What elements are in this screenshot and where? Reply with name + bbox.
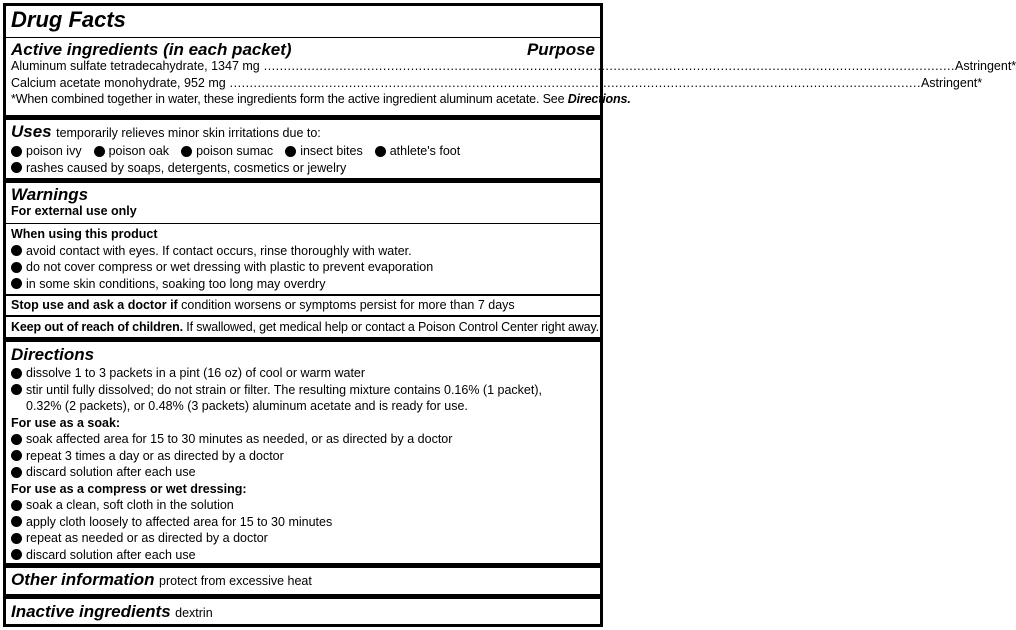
ingredient-purpose: Astringent* <box>920 75 983 90</box>
drug-facts-title: Drug Facts <box>11 7 126 32</box>
ingredient-purpose: Astringent* <box>955 59 1016 73</box>
list-item <box>11 448 595 465</box>
list-item <box>11 547 595 564</box>
stop-use-section <box>6 296 600 315</box>
list-item-text: soak affected area for 15 to 30 minutes as needed, or as directed by a doctor <box>26 432 453 446</box>
bullet-icon <box>11 434 22 445</box>
other-information-section <box>6 568 600 594</box>
list-item <box>11 365 595 382</box>
external-use-note: For external use only <box>11 204 137 218</box>
list-item-text: rashes caused by soaps, detergents, cosmetics or jewelry <box>26 160 347 175</box>
uses-section <box>6 120 600 178</box>
list-item <box>285 143 363 160</box>
soak-heading: For use as a soak: <box>11 415 121 430</box>
bullet-icon <box>11 262 22 273</box>
list-item-text: dissolve 1 to 3 packets in a pint (16 oz) of cool or warm water <box>26 366 366 380</box>
list-item <box>11 243 595 260</box>
bullet-icon <box>11 162 22 173</box>
list-item <box>11 382 595 399</box>
bullet-icon <box>11 450 22 461</box>
list-item-text: poison sumac <box>196 144 274 158</box>
list-item-text: discard solution after each use <box>26 465 196 479</box>
bullet-icon <box>11 384 22 395</box>
bullet-icon <box>11 549 22 560</box>
bullet-icon <box>11 146 22 157</box>
bullet-icon <box>11 500 22 511</box>
directions-heading: Directions <box>11 345 95 364</box>
stop-use-text: condition worsens or symptoms persist for more than 7 days <box>177 298 515 312</box>
directions-reference: Directions. <box>567 92 631 106</box>
list-item <box>181 143 273 160</box>
list-item <box>11 514 595 531</box>
bullet-icon <box>11 245 22 256</box>
when-using-section <box>6 224 600 294</box>
list-item <box>11 530 595 547</box>
title-section <box>6 6 600 37</box>
list-item <box>11 143 82 160</box>
active-header-row <box>11 41 595 58</box>
other-information-text: protect from excessive heat <box>159 574 312 588</box>
inactive-ingredients-section <box>6 599 600 625</box>
compress-heading: For use as a compress or wet dressing: <box>11 481 247 496</box>
list-item-text: poison oak <box>108 144 170 158</box>
list-item-text: insect bites <box>300 144 363 158</box>
active-ingredients-section <box>6 38 1016 115</box>
stop-use-heading: Stop use and ask a doctor if <box>11 298 178 312</box>
list-item <box>11 259 595 276</box>
list-item-text: stir until fully dissolved; do not strain or filter. The resulting mixture contains 0.16% (1 packet), <box>26 382 542 397</box>
uses-list-row <box>11 143 595 160</box>
ingredient-row <box>11 75 983 92</box>
list-item-text: in some skin conditions, soaking too long may overdry <box>26 276 326 291</box>
list-item-continuation: 0.32% (2 packets), or 0.48% (3 packets) aluminum acetate and is ready for use. <box>26 399 468 413</box>
list-item-text: discard solution after each use <box>26 547 196 562</box>
bullet-icon <box>181 146 192 157</box>
bullet-icon <box>11 278 22 289</box>
list-item <box>11 160 595 177</box>
directions-section <box>6 342 600 563</box>
list-item-text: poison ivy <box>26 144 82 158</box>
list-item <box>94 143 169 160</box>
list-item <box>375 143 461 160</box>
list-item-text: athlete's foot <box>389 144 461 158</box>
purpose-heading: Purpose <box>526 40 595 59</box>
list-item-text: soak a clean, soft cloth in the solution <box>26 498 234 512</box>
keep-out-heading: Keep out of reach of children. <box>11 320 183 334</box>
list-item <box>11 464 595 481</box>
list-item-text: repeat 3 times a day or as directed by a doctor <box>26 448 284 463</box>
warnings-section <box>6 183 600 223</box>
uses-intro: temporarily relieves minor skin irritations due to: <box>56 126 321 140</box>
bullet-icon <box>375 146 386 157</box>
uses-heading: Uses <box>11 122 52 141</box>
when-using-heading: When using this product <box>11 227 158 241</box>
list-item-text: repeat as needed or as directed by a doctor <box>26 531 268 545</box>
active-footnote <box>11 91 631 108</box>
drug-facts-label <box>3 3 1016 627</box>
bullet-icon <box>285 146 296 157</box>
bullet-icon <box>94 146 105 157</box>
warnings-heading: Warnings <box>11 185 89 204</box>
keep-out-section <box>6 317 600 337</box>
list-item <box>11 276 595 293</box>
list-item-text: apply cloth loosely to affected area for 15 to 30 minutes <box>26 514 333 529</box>
list-item-text: avoid contact with eyes. If contact occurs, rinse thoroughly with water. <box>26 243 412 258</box>
inactive-ingredients-text: dextrin <box>175 606 213 620</box>
list-item <box>11 497 595 514</box>
inactive-ingredients-heading: Inactive ingredients <box>11 602 171 621</box>
bullet-icon <box>11 516 22 527</box>
footnote-text: *When combined together in water, these ingredients form the active ingredient aluminum acetate. See <box>11 92 568 106</box>
list-item <box>11 431 595 448</box>
bullet-icon <box>11 368 22 379</box>
ingredient-row <box>11 58 1016 75</box>
bullet-icon <box>11 467 22 478</box>
ingredient-name: Aluminum sulfate tetradecahydrate, 1347 mg ..... <box>11 58 955 75</box>
other-information-heading: Other information <box>11 570 155 589</box>
bullet-icon <box>11 533 22 544</box>
active-ingredients-heading: Active ingredients (in each packet) <box>11 40 292 59</box>
list-item-text: do not cover compress or wet dressing with plastic to prevent evaporation <box>26 260 434 274</box>
ingredient-name: Calcium acetate monohydrate, 952 mg ..... <box>11 75 921 92</box>
keep-out-text: If swallowed, get medical help or contact a Poison Control Center right away. <box>182 320 599 334</box>
uses-header <box>11 123 595 142</box>
